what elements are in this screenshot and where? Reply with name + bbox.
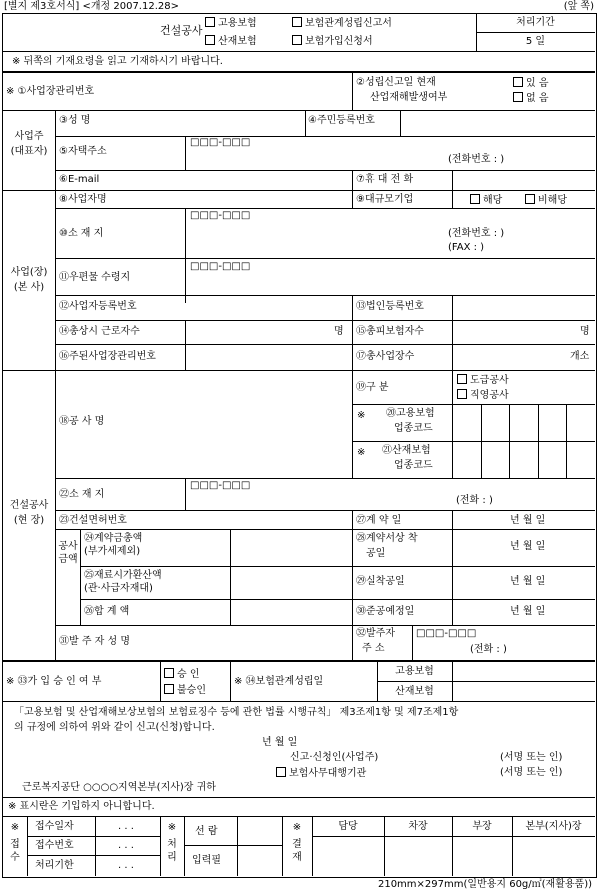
checkbox-accident-yes[interactable]: 있 음 [513, 77, 549, 90]
amount-side-label: 공사금액 [58, 541, 78, 565]
orderer-addr-label: ㉜발주자 [356, 628, 395, 639]
biz-zip[interactable]: □□□-□□□ [190, 210, 251, 221]
start-contract-value[interactable]: 년 월 일 [510, 541, 546, 552]
decision-side: 결재 [292, 839, 302, 863]
decision-col-4: 본부(지사)장 [525, 821, 582, 832]
biz-reg-label: ⑫사업자등록번호 [59, 301, 137, 312]
owner-address-label: ⑤자택주소 [59, 146, 107, 157]
checkbox-approved[interactable]: 승 인 [164, 668, 200, 681]
site-location-label: ㉒소 재 지 [59, 489, 105, 500]
site-section-2: (현 장) [13, 515, 45, 526]
workers-label: ⑭총상시 근로자수 [59, 326, 140, 337]
actual-start-value[interactable]: 년 월 일 [510, 576, 546, 587]
actual-start-label: ㉙실착공일 [356, 576, 405, 587]
owner-phone: (전화번호 : ) [448, 154, 505, 165]
est-ind-label: 산재보험 [395, 686, 434, 697]
ind-code-label-2: 업종코드 [394, 460, 433, 471]
form-kind: 건설공사 [160, 24, 203, 37]
owner-name-label: ③성 명 [59, 115, 91, 126]
footnote: ※ 표시란은 기입하지 아니합니다. [8, 801, 155, 812]
insured-label: ⑮총피보험자수 [356, 326, 424, 337]
emp-code-star: ※ [357, 410, 366, 421]
amt-total-label: ㉖합 계 액 [84, 606, 130, 617]
proc-side: 처리 [167, 839, 177, 863]
est-emp-label: 고용보험 [395, 666, 434, 677]
license-label: ㉓건설면허번호 [59, 515, 127, 526]
owner-section-2: (대표자) [10, 146, 48, 157]
biz-fax: (FAX : ) [448, 242, 485, 253]
checkbox-agency[interactable]: 보험사무대행기관 [276, 767, 366, 780]
owner-section: 사업주 [14, 131, 44, 142]
mail-place-label: ⑪우편물 수령지 [59, 272, 131, 283]
receipt-deadline-value[interactable]: . . . [118, 860, 134, 871]
workers-unit: 명 [334, 326, 344, 337]
site-phone: (전화 : ) [456, 495, 493, 506]
orderer-addr-label-2: 주 소 [362, 643, 385, 654]
paper-spec: 210mm×297mm(일반용지 60g/㎡(재활용품)) [377, 879, 592, 890]
accident-question: ②성립신고일 현재 [356, 77, 436, 88]
receipt-deadline-label: 처리기한 [35, 860, 74, 871]
main-mgmt-label: ⑯주된사업장관리번호 [59, 351, 156, 362]
checkbox-rejected[interactable]: 불승인 [164, 684, 206, 697]
completion-label: ㉚준공예정일 [356, 606, 415, 617]
checkbox-large-no[interactable]: 비해당 [525, 194, 567, 207]
declaration-date[interactable]: 년 월 일 [262, 737, 298, 748]
decision-star: ※ [292, 822, 302, 833]
proc-star: ※ [167, 822, 177, 833]
checkbox-contract-work[interactable]: 도급공사 [457, 374, 509, 387]
addressee: 근로복지공단 ○○○○지역본부(지사)장 귀하 [22, 782, 216, 793]
owner-mobile-label: ⑦휴 대 전 화 [356, 174, 414, 185]
completion-value[interactable]: 년 월 일 [510, 606, 546, 617]
owner-zip[interactable]: □□□-□□□ [190, 137, 251, 148]
decision-col-2: 차장 [408, 821, 428, 832]
checkbox-industrial[interactable]: 산재보험 [205, 35, 257, 48]
class-label: ⑲구 분 [356, 382, 389, 393]
accident-question-2: 산업재해발생여부 [370, 92, 448, 103]
ind-code-label: ㉑산재보험 [382, 445, 431, 456]
emp-code-label: ⑳고용보험 [386, 408, 435, 419]
mgmt-number-label: ※ ①사업장관리번호 [6, 86, 95, 97]
receipt-number-label: 접수번호 [35, 840, 74, 851]
page-side: (앞 쪽) [563, 1, 594, 12]
orderer-zip[interactable]: □□□-□□□ [416, 628, 477, 639]
declaration-line-2: 의 규정에 의하여 위와 같이 신고(신청)합니다. [14, 722, 215, 733]
biz-phone: (전화번호 : ) [448, 228, 505, 239]
amt-contract-label: ㉔계약금총액 [84, 533, 143, 544]
start-contract-label: ㉘계약서상 착 [356, 533, 418, 544]
receipt-star: ※ [10, 822, 20, 833]
declarant-sign[interactable]: (서명 또는 인) [500, 752, 563, 763]
start-contract-label-2: 공일 [366, 548, 386, 559]
insured-unit: 명 [580, 326, 590, 337]
mail-zip[interactable]: □□□-□□□ [190, 261, 251, 272]
contract-date-value[interactable]: 년 월 일 [510, 515, 546, 526]
owner-rrn-label: ④주민등록번호 [308, 115, 375, 126]
corp-reg-label: ⑬법인등록번호 [356, 301, 424, 312]
sites-unit: 개소 [570, 351, 590, 362]
declaration-line-1: 「고용보험 및 산업재해보상보험의 보험료징수 등에 관한 법률 시행규칙」 제3조제1항 및 제7조제1항 [14, 707, 459, 718]
business-section-2: (본 사) [13, 282, 45, 293]
checkbox-large-yes[interactable]: 해당 [470, 194, 502, 207]
amt-material-label: ㉕재료시가환산액 [84, 570, 162, 581]
biz-name-label: ⑧사업자명 [59, 194, 107, 205]
contract-date-label: ㉗계 약 일 [356, 515, 402, 526]
business-section: 사업(장) [10, 267, 48, 278]
declarant-label: 신고·신청인(사업주) [290, 752, 379, 763]
orderer-name-label: ㉛발 주 자 성 명 [59, 636, 131, 647]
owner-email-label: ⑥E-mail [59, 174, 100, 185]
officer-label: 선 람 [195, 826, 218, 837]
site-zip[interactable]: □□□-□□□ [190, 480, 251, 491]
decision-col-3: 부장 [472, 821, 492, 832]
input-label: 입력필 [192, 855, 221, 866]
amt-contract-label-2: (부가세제외) [84, 546, 141, 557]
receipt-date-value[interactable]: . . . [118, 821, 134, 832]
project-name-label: ⑱공 사 명 [59, 416, 105, 427]
checkbox-accident-no[interactable]: 없 음 [513, 92, 549, 105]
biz-location-label: ⑩소 재 지 [59, 228, 104, 239]
notice: ※ 뒤쪽의 기재요령을 읽고 기재하시기 바랍니다. [12, 56, 223, 67]
processing-label: 처리기간 [516, 17, 555, 28]
receipt-side: 접수 [10, 839, 20, 863]
emp-code-label-2: 업종코드 [394, 423, 433, 434]
processing-value: 5 일 [525, 36, 546, 47]
receipt-date-label: 접수일자 [35, 821, 74, 832]
checkbox-employment[interactable]: 고용보험 [205, 17, 257, 30]
orderer-phone: (전화 : ) [470, 644, 507, 655]
agency-sign[interactable]: (서명 또는 인) [500, 767, 563, 778]
checkbox-join-application[interactable]: 보험가입신청서 [292, 35, 373, 48]
large-company-label: ⑨대규모기업 [356, 194, 414, 205]
amt-material-label-2: (관·사급자재대) [84, 583, 153, 594]
sites-label: ⑰총사업장수 [356, 351, 415, 362]
form-number: [별지 제3호서식] <개정 2007.12.28> [4, 1, 179, 12]
receipt-number-value[interactable]: . . . [118, 840, 134, 851]
est-date-label: ※ ㉞보험관계성립일 [234, 676, 324, 687]
checkbox-direct-work[interactable]: 직영공사 [457, 389, 509, 402]
ind-code-star: ※ [357, 447, 366, 458]
decision-col-1: 담당 [338, 821, 358, 832]
checkbox-establish-report[interactable]: 보험관계성립신고서 [292, 17, 392, 30]
approval-label: ※ ㉝가 입 승 인 여 부 [6, 676, 102, 687]
site-section: 건설공사 [9, 500, 49, 511]
